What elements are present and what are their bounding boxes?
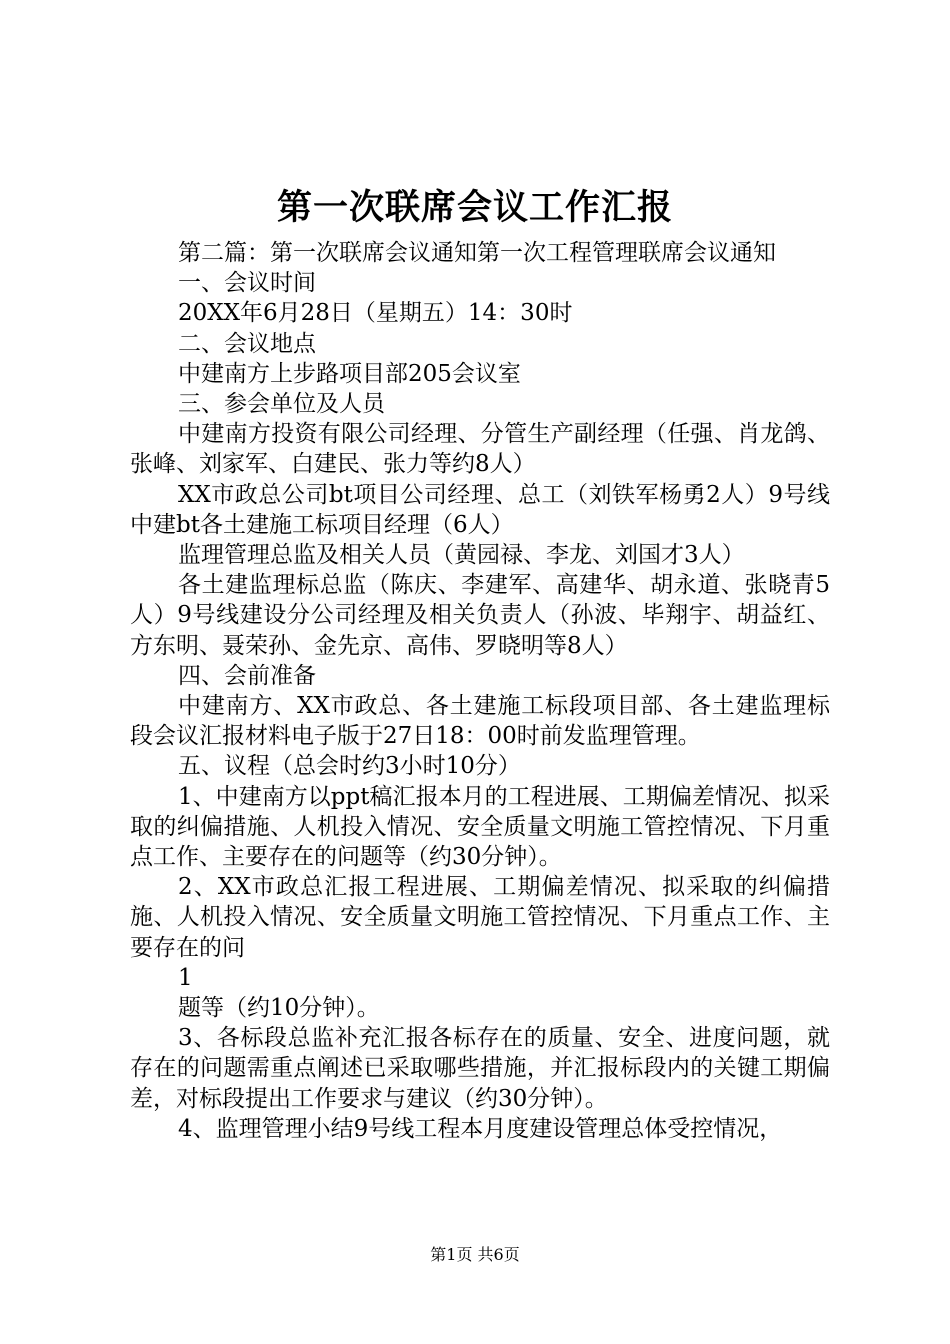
inline-page-number: 1 bbox=[178, 964, 193, 991]
section-heading: 二、会议地点 bbox=[178, 330, 316, 357]
section-heading: 五、议程（总会时约3小时10分） bbox=[178, 753, 521, 780]
agenda-item: 3、各标段总监补充汇报各标存在的质量、安全、进度问题，就存在的问题需重点阐述已采取哪些措施，并汇报标段内的关键工期偏差，对标段提出工作要求与建议（约30分钟）。 bbox=[130, 1025, 830, 1112]
section-heading: 三、参会单位及人员 bbox=[178, 391, 385, 418]
agenda-item: 4、监理管理小结9号线工程本月度建设管理总体受控情况， bbox=[178, 1115, 783, 1142]
page-footer: 第1页 共6页 bbox=[430, 1245, 520, 1264]
paragraph: 监理管理总监及相关人员（黄园禄、李龙、刘国才3人） bbox=[178, 542, 745, 569]
paragraph: 中建南方上步路项目部205会议室 bbox=[178, 360, 521, 387]
paragraph: 第二篇：第一次联席会议通知第一次工程管理联席会议通知 bbox=[178, 240, 776, 266]
section-heading: 一、会议时间 bbox=[178, 270, 316, 297]
paragraph: XX市政总公司bt项目公司经理、总工（刘铁军杨勇2人）9号线中建bt各土建施工标项目经理（6人） bbox=[130, 481, 830, 538]
document-body bbox=[130, 238, 830, 1144]
section-heading: 四、会前准备 bbox=[178, 662, 316, 689]
paragraph: 中建南方投资有限公司经理、分管生产副经理（任强、肖龙鸽、张峰、刘家军、白建民、张力等约8人） bbox=[130, 421, 830, 478]
document-title: 第一次联席会议工作汇报 bbox=[276, 187, 673, 228]
paragraph: 中建南方、XX市政总、各土建施工标段项目部、各土建监理标段会议汇报材料电子版于27日18：00时前发监理管理。 bbox=[130, 693, 830, 750]
agenda-item: 2、XX市政总汇报工程进展、工期偏差情况、拟采取的纠偏措施、人机投入情况、安全质量文明施工管控情况、下月重点工作、主要存在的问 bbox=[130, 874, 830, 961]
paragraph: 题等（约10分钟）。 bbox=[178, 995, 380, 1022]
paragraph: 20XX年6月28日（星期五）14：30时 bbox=[178, 300, 573, 327]
agenda-item: 1、中建南方以ppt稿汇报本月的工程进展、工期偏差情况、拟采取的纠偏措施、人机投入情况、安全质量文明施工管控情况、下月重点工作、主要存在的问题等（约30分钟）。 bbox=[130, 783, 830, 871]
paragraph: 各土建监理标总监（陈庆、李建军、高建华、胡永道、张晓青5人）9号线建设分公司经理及相关负责人（孙波、毕翔宇、胡益红、方东明、聂荣孙、金先京、高伟、罗晓明等8人） bbox=[130, 572, 830, 659]
